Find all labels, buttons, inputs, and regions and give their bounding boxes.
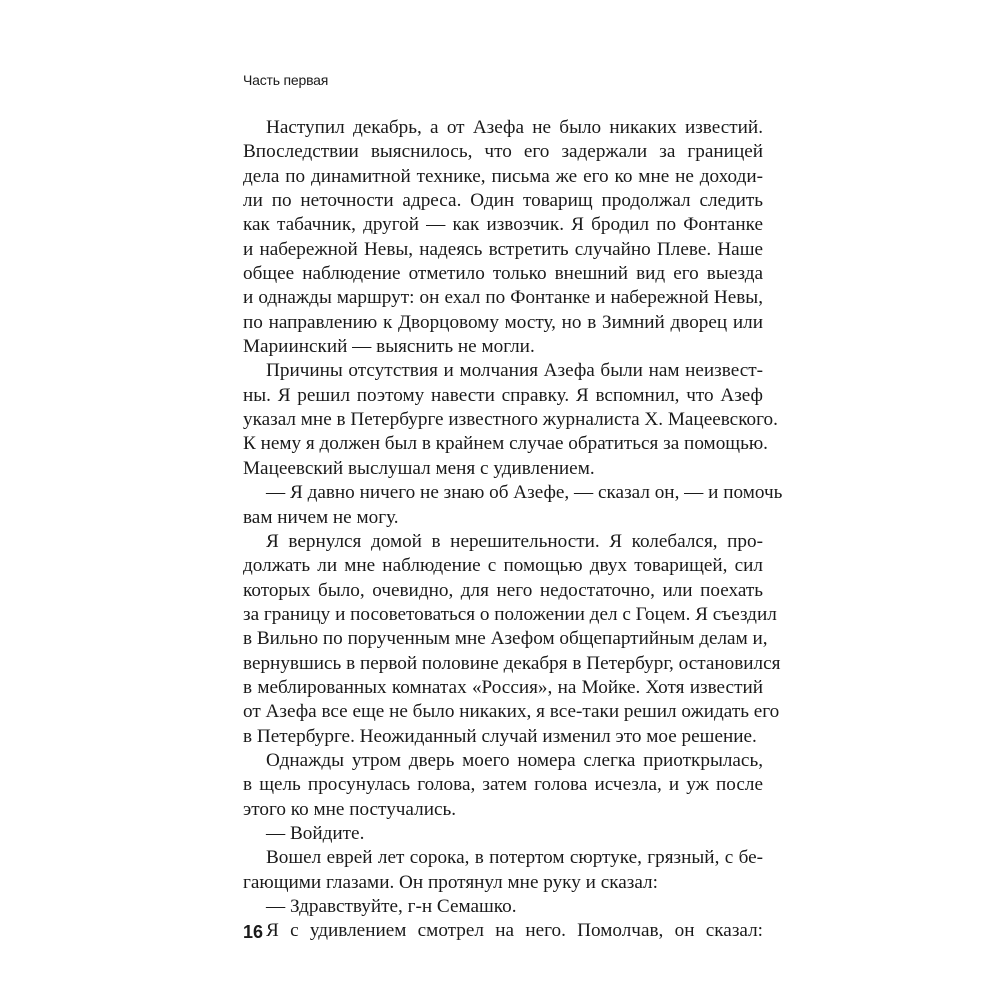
text-line: Мариинский — выяснить не могли.: [243, 336, 535, 358]
text-line: Впоследствии выяснилось, что его задержали за границей: [243, 141, 763, 163]
text-line: Вошел еврей лет сорока, в потертом сюртуке, грязный, с бе-: [266, 847, 763, 869]
text-line: от Азефа все еще не было никаких, я все-таки решил ожидать его: [243, 701, 780, 723]
text-line: которых было, очевидно, для него недостаточно, или поехать: [243, 579, 763, 601]
text-line: как табачник, другой — как извозчик. Я бродил по Фонтанке: [243, 214, 763, 236]
text-line: общее наблюдение отметило только внешний вид его выезда: [243, 263, 763, 285]
text-line: должать ли мне наблюдение с помощью двух товарищей, сил: [243, 555, 763, 577]
running-head: Часть первая: [243, 72, 329, 88]
text-line: Я вернулся домой в нерешительности. Я колебался, про-: [266, 530, 763, 552]
page-number: 16: [243, 922, 264, 942]
text-line: этого ко мне постучались.: [243, 798, 457, 820]
text-line: — Я давно ничего не знаю об Азефе, — сказал он, — и помочь: [266, 482, 783, 504]
text-line: Причины отсутствия и молчания Азефа были нам неизвест-: [266, 360, 763, 382]
text-line: в Петербурге. Неожиданный случай изменил это мое решение.: [243, 725, 757, 747]
text-line: за границу и посоветоваться о положении дел с Гоцем. Я съездил: [243, 603, 777, 625]
text-line: и однажды маршрут: он ехал по Фонтанке и набережной Невы,: [243, 287, 763, 309]
text-line: вернувшись в первой половине декабря в Петербург, остановился: [243, 652, 781, 674]
text-line: гающими глазами. Он протянул мне руку и сказал:: [243, 871, 658, 893]
text-line: по направлению к Дворцовому мосту, но в Зимний дворец или: [243, 311, 763, 333]
text-line: в меблированных комнатах «Россия», на Мойке. Хотя известий: [243, 676, 763, 698]
text-line: ли по неточности адреса. Один товарищ продолжал следить: [243, 190, 763, 212]
text-line: ны. Я решил поэтому навести справку. Я вспомнил, что Азеф: [243, 384, 763, 406]
text-line: — Здравствуйте, г-н Семашко.: [266, 896, 517, 917]
text-line: дела по динамитной технике, письма же его ко мне не доходи-: [243, 165, 763, 187]
text-line: указал мне в Петербурге известного журналиста Х. Мацеевского.: [243, 409, 778, 431]
text-line: Наступил декабрь, а от Азефа не было никаких известий.: [266, 117, 763, 138]
text-line: и набережной Невы, надеясь встретить случайно Плеве. Наше: [243, 238, 763, 260]
text-line: в щель просунулась голова, затем голова исчезла, и уж после: [243, 774, 763, 796]
text-line: Мацеевский выслушал меня с удивлением.: [243, 457, 595, 479]
text-line: Я с удивлением смотрел на него. Помолчав, он сказал:: [266, 920, 763, 942]
body-text: [243, 116, 783, 944]
text-line: в Вильно по порученным мне Азефом общепартийным делам и,: [243, 628, 768, 650]
text-line: — Войдите.: [266, 822, 365, 844]
text-line: К нему я должен был в крайнем случае обратиться за помощью.: [243, 433, 768, 455]
text-line: Однажды утром дверь моего номера слегка приоткрылась,: [266, 749, 763, 771]
text-line: вам ничем не могу.: [243, 506, 399, 528]
